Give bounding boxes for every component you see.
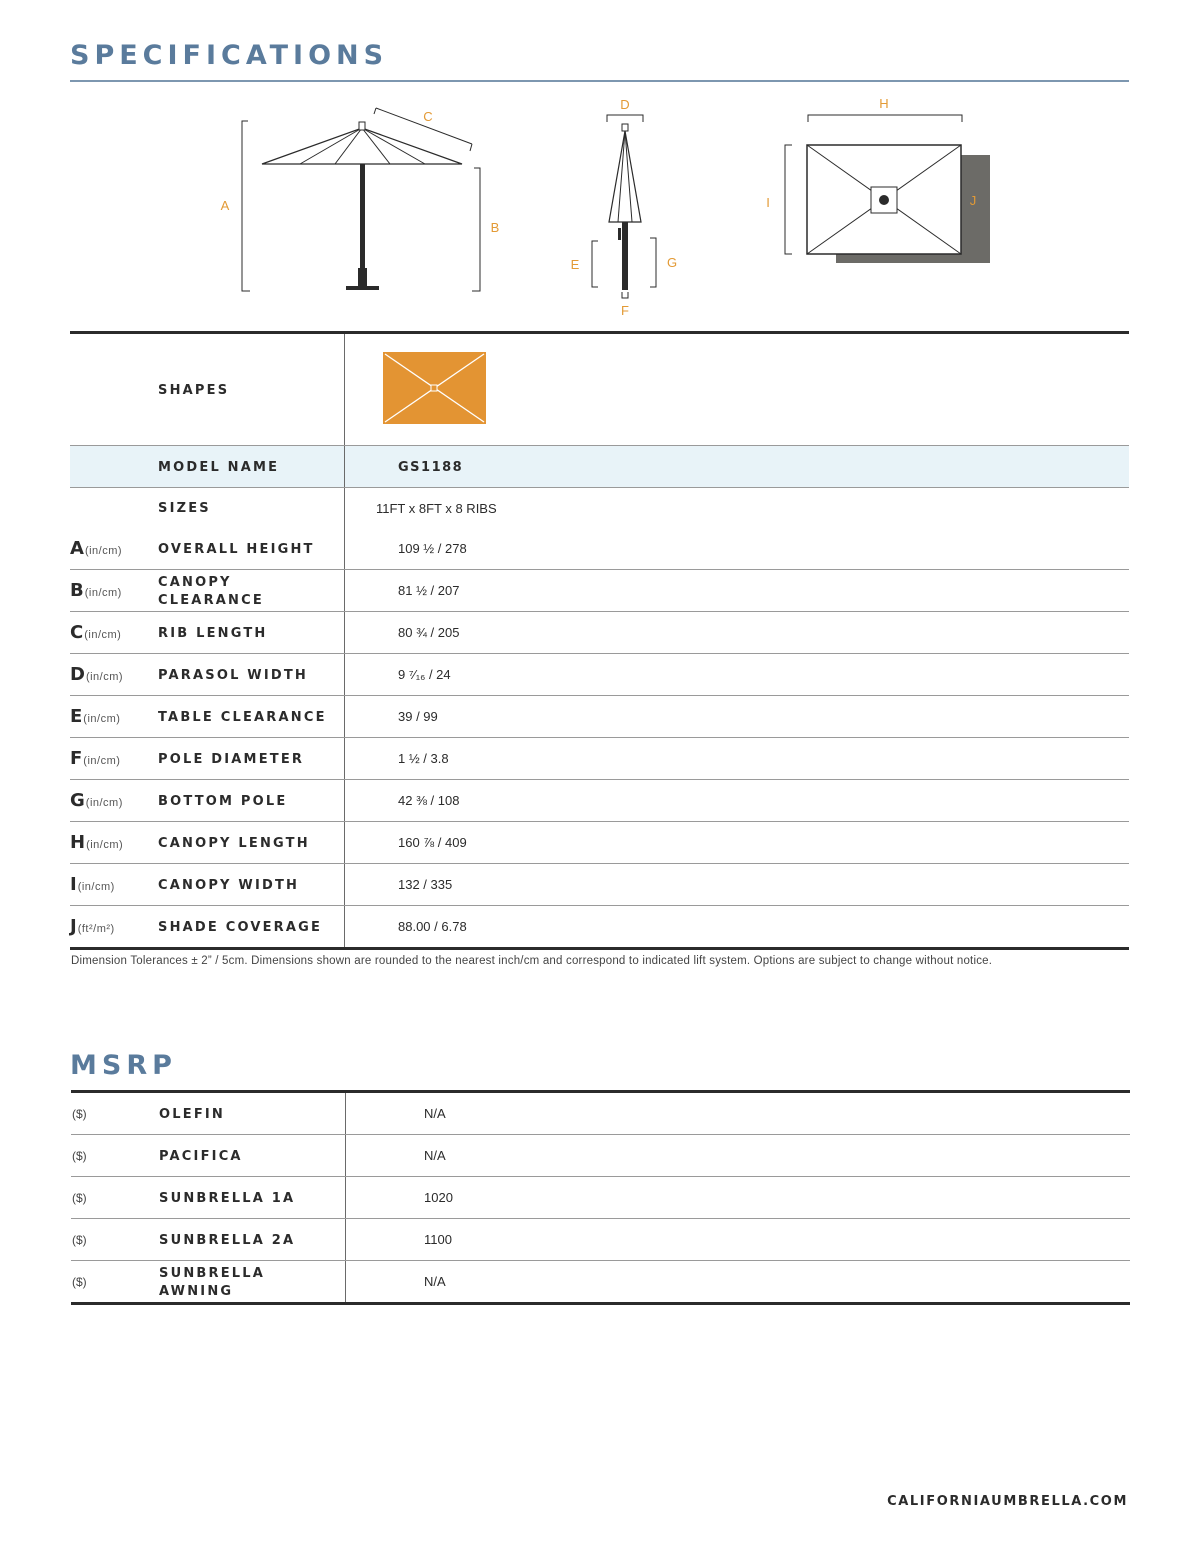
fabric-label: PACIFICA bbox=[159, 1148, 243, 1164]
spec-row bbox=[70, 864, 1129, 906]
dimension-diagrams bbox=[0, 90, 1200, 330]
spec-row bbox=[70, 570, 1129, 612]
fabric-label: SUNBRELLA AWNING bbox=[159, 1265, 266, 1299]
spec-label: TABLE CLEARANCE bbox=[158, 709, 327, 725]
diagram-letter-a: A bbox=[220, 198, 230, 213]
spec-label: SHADE COVERAGE bbox=[158, 919, 323, 935]
spec-row bbox=[70, 696, 1129, 738]
dimension-code: F bbox=[70, 748, 83, 769]
spec-label: POLE DIAMETER bbox=[158, 751, 305, 767]
currency-code: ($) bbox=[72, 1232, 87, 1247]
diagram-letter-e: E bbox=[570, 257, 580, 272]
diagram-letter-d: D bbox=[620, 97, 630, 112]
dimension-code: B bbox=[70, 580, 84, 601]
spec-row bbox=[70, 612, 1129, 654]
dimension-code: E bbox=[70, 706, 83, 727]
dimension-unit: (in/cm) bbox=[83, 713, 121, 725]
spec-label: CANOPY LENGTH bbox=[158, 835, 310, 851]
dimension-code: I bbox=[70, 874, 77, 895]
fabric-label: OLEFIN bbox=[159, 1106, 226, 1122]
rectangle-shape-icon bbox=[383, 352, 486, 424]
spec-label: PARASOL WIDTH bbox=[158, 667, 309, 683]
spec-row bbox=[70, 654, 1129, 696]
msrp-row bbox=[71, 1135, 1130, 1177]
spec-value: 80 ¾ / 205 bbox=[398, 625, 460, 640]
currency-code: ($) bbox=[72, 1190, 87, 1205]
price-value: 1100 bbox=[424, 1232, 452, 1247]
canopy-top-diagram bbox=[785, 115, 990, 263]
spec-value: 9 ⁷⁄₁₆ / 24 bbox=[398, 667, 451, 682]
model-name-value: GS1188 bbox=[398, 459, 464, 475]
spec-row bbox=[70, 780, 1129, 822]
sizes-label: SIZES bbox=[158, 501, 211, 516]
spec-value: 81 ½ / 207 bbox=[398, 583, 460, 598]
diagram-letter-j: J bbox=[969, 193, 977, 208]
tolerance-footnote: Dimension Tolerances ± 2” / 5cm. Dimensions shown are rounded to the nearest inch/cm and correspond to indicated lift system. Options are subject to change without notice. bbox=[71, 955, 993, 967]
diagram-letter-g: G bbox=[666, 255, 678, 270]
sizes-value: 11FT x 8FT x 8 RIBS bbox=[376, 500, 497, 516]
specifications-title: SPECIFICATIONS bbox=[70, 40, 389, 71]
spec-value: 132 / 335 bbox=[398, 877, 453, 892]
spec-row bbox=[70, 906, 1129, 949]
diagram-letter-c: C bbox=[423, 109, 433, 124]
spec-value: 42 ⅜ / 108 bbox=[398, 793, 460, 808]
spec-label: CANOPY WIDTH bbox=[158, 877, 300, 893]
spec-label: BOTTOM POLE bbox=[158, 793, 288, 809]
dimension-unit: (in/cm) bbox=[86, 839, 124, 851]
msrp-title: MSRP bbox=[70, 1050, 177, 1081]
fabric-label: SUNBRELLA 2A bbox=[159, 1232, 296, 1248]
dimension-code: J bbox=[70, 916, 77, 937]
fabric-label: SUNBRELLA 1A bbox=[159, 1190, 296, 1206]
dimension-code: C bbox=[70, 622, 84, 643]
parasol-closed-diagram bbox=[592, 115, 656, 298]
msrp-row bbox=[71, 1261, 1130, 1304]
dimension-unit: (in/cm) bbox=[84, 629, 122, 641]
msrp-row bbox=[71, 1092, 1130, 1135]
price-value: N/A bbox=[424, 1274, 446, 1289]
msrp-row bbox=[71, 1219, 1130, 1261]
spec-label: OVERALL HEIGHT bbox=[158, 541, 315, 557]
dimension-unit: (in/cm) bbox=[85, 797, 123, 809]
shapes-row bbox=[70, 333, 1129, 446]
spec-row bbox=[70, 528, 1129, 570]
spec-value: 160 ⅞ / 409 bbox=[398, 835, 467, 850]
msrp-table bbox=[71, 1090, 1130, 1305]
dimension-code: H bbox=[70, 832, 86, 853]
title-divider bbox=[70, 80, 1129, 82]
sizes-row bbox=[70, 488, 1129, 529]
spec-value: 88.00 / 6.78 bbox=[398, 919, 467, 934]
shapes-label: SHAPES bbox=[158, 382, 230, 398]
price-value: N/A bbox=[424, 1148, 446, 1163]
currency-code: ($) bbox=[72, 1274, 87, 1289]
spec-row bbox=[70, 738, 1129, 780]
spec-row bbox=[70, 822, 1129, 864]
diagram-letter-b: B bbox=[490, 220, 500, 235]
diagram-letter-f: F bbox=[621, 303, 629, 318]
diagram-letter-h: H bbox=[879, 96, 889, 111]
model-name-row bbox=[70, 446, 1129, 488]
spec-value: 1 ½ / 3.8 bbox=[398, 751, 449, 766]
dimension-code: D bbox=[70, 664, 85, 685]
dimension-unit: (in/cm) bbox=[83, 755, 121, 767]
price-value: N/A bbox=[424, 1106, 446, 1121]
currency-code: ($) bbox=[72, 1148, 87, 1163]
spec-label: CANOPY CLEARANCE bbox=[158, 574, 264, 608]
spec-value: 109 ½ / 278 bbox=[398, 541, 467, 556]
model-name-label: MODEL NAME bbox=[158, 459, 280, 475]
msrp-row bbox=[71, 1177, 1130, 1219]
currency-code: ($) bbox=[72, 1106, 87, 1121]
dimension-unit: (ft²/m²) bbox=[77, 923, 115, 935]
spec-label: RIB LENGTH bbox=[158, 625, 268, 641]
specifications-table bbox=[70, 331, 1129, 950]
dimension-unit: (in/cm) bbox=[84, 545, 123, 557]
dimension-code: A bbox=[70, 538, 84, 559]
dimension-unit: (in/cm) bbox=[77, 881, 115, 893]
website-url: CALIFORNIAUMBRELLA.COM bbox=[887, 1494, 1128, 1509]
spec-value: 39 / 99 bbox=[398, 709, 438, 724]
umbrella-side-diagram bbox=[242, 108, 480, 291]
dimension-unit: (in/cm) bbox=[85, 671, 124, 683]
dimension-unit: (in/cm) bbox=[84, 587, 122, 599]
dimension-code: G bbox=[70, 790, 85, 811]
diagram-letter-i: I bbox=[766, 195, 770, 210]
price-value: 1020 bbox=[424, 1190, 453, 1205]
